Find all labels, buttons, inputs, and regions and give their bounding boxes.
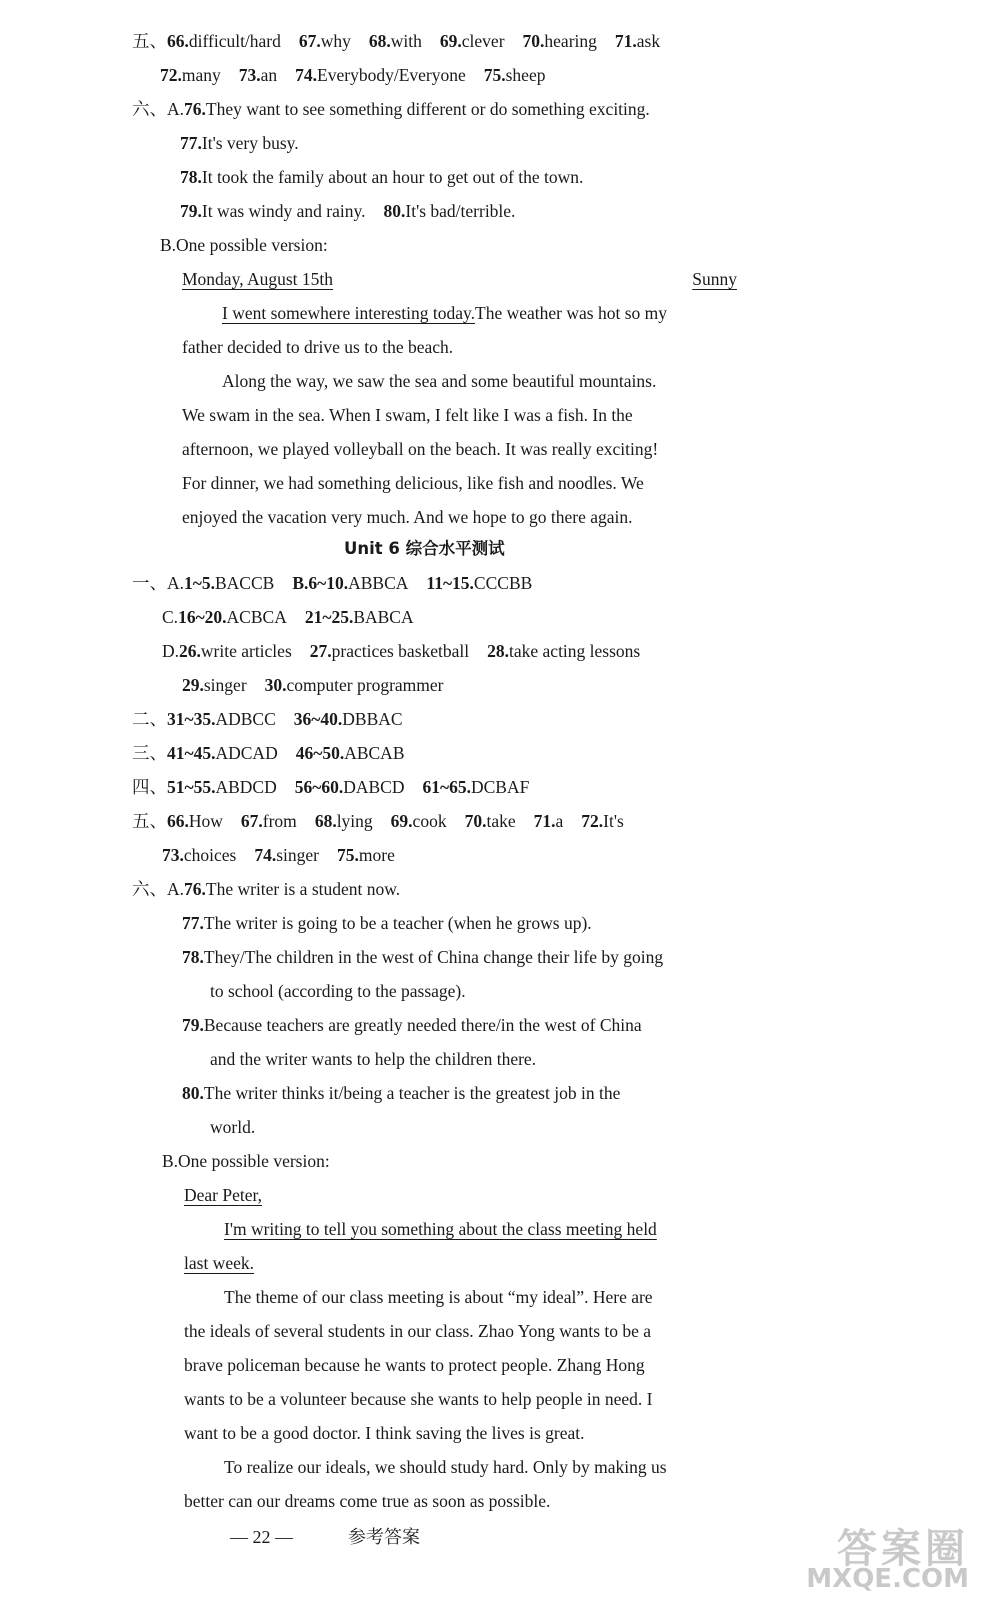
letter-greeting: Dear Peter, <box>184 1185 263 1205</box>
answer-text: cook <box>412 811 447 831</box>
answer-number: 56~60. <box>294 777 344 797</box>
answer-text: It's bad/terrible. <box>405 201 516 221</box>
answer-number: 75. <box>337 845 359 865</box>
answer-number: 68. <box>368 31 391 51</box>
answer-number: 67. <box>298 31 321 51</box>
part-6-q78-cont: to school (according to the passage). <box>210 981 466 1001</box>
answer-text: take <box>486 811 516 831</box>
letter-para-2-line: The theme of our class meeting is about “my ideal”. Here are <box>224 1287 653 1307</box>
version-label: B.One possible version: <box>162 1151 330 1171</box>
answer-number: 41~45. <box>167 743 216 763</box>
answer-number: 29. <box>182 675 204 695</box>
diary-para-2-line: We swam in the sea. When I swam, I felt like I was a fish. In the <box>182 405 633 425</box>
answer-number: 21~25. <box>304 607 354 627</box>
answer-number: 70. <box>464 811 487 831</box>
answer-text: more <box>358 845 395 865</box>
section-label: 二、 <box>132 709 167 729</box>
diary-para-1-line-2: father decided to drive us to the beach. <box>182 337 454 357</box>
answer-number: 74. <box>295 65 318 85</box>
watermark-bottom: MXQE.COM <box>806 1564 969 1594</box>
section-label: 六、A. <box>132 879 185 899</box>
part-5-row-2 <box>162 844 413 866</box>
answer-number: 26. <box>179 641 201 661</box>
answer-number: 68. <box>314 811 337 831</box>
underlined-sentence: I went somewhere interesting today. <box>222 303 476 323</box>
answer-number: 70. <box>522 31 545 51</box>
answer-number: 78. <box>180 167 202 187</box>
page-number: — 22 — <box>230 1527 293 1547</box>
answer-text: Because teachers are greatly needed there/in the west of China <box>203 1015 642 1035</box>
answer-text: singer <box>276 845 320 865</box>
part-5-row-1 <box>132 810 642 832</box>
answer-text: The writer is going to be a teacher (when he grows up). <box>203 913 592 933</box>
answer-number: 61~65. <box>422 777 471 797</box>
letter-para-3-line: To realize our ideals, we should study hard. Only by making us <box>224 1457 667 1477</box>
answer-text: ADCAD <box>215 743 278 763</box>
answer-number: 71. <box>614 31 637 51</box>
answer-text: DCBAF <box>470 777 530 797</box>
answer-text: hearing <box>544 31 597 51</box>
answer-text: computer programmer <box>286 675 444 695</box>
answer-number: 74. <box>254 845 277 865</box>
answer-number: 67. <box>240 811 263 831</box>
answer-text: with <box>390 31 422 51</box>
answer-number: 11~15. <box>426 573 474 593</box>
letter-para-3-line: better can our dreams come true as soon as possible. <box>184 1491 551 1511</box>
answer-text: ABDCD <box>215 777 277 797</box>
answer-number: B.6~10. <box>292 573 349 593</box>
answer-text: practices basketball <box>331 641 470 661</box>
answer-number: 69. <box>390 811 413 831</box>
answer-number: 46~50. <box>295 743 345 763</box>
part-6-q76 <box>132 878 400 900</box>
part-6-q77 <box>182 912 592 934</box>
diary-para-2-line: For dinner, we had something delicious, like fish and noodles. We <box>182 473 644 493</box>
answer-number: 73. <box>162 845 184 865</box>
answer-number: 77. <box>180 133 202 153</box>
answer-text: DBBAC <box>342 709 403 729</box>
answer-number: 76. <box>184 99 206 119</box>
answer-number: 36~40. <box>293 709 343 729</box>
answer-number: 27. <box>309 641 332 661</box>
answer-number: 77. <box>182 913 204 933</box>
diary-para-1-line-1 <box>222 302 667 324</box>
answer-number: 80. <box>182 1083 204 1103</box>
text: The weather was hot so my <box>475 303 667 323</box>
part-6-q80 <box>182 1082 620 1104</box>
section-label: D. <box>162 641 180 661</box>
answer-text: ADBCC <box>215 709 276 729</box>
answer-number: 66. <box>167 811 189 831</box>
answer-number: 78. <box>182 947 204 967</box>
answer-text: lying <box>336 811 373 831</box>
answer-number: 51~55. <box>167 777 216 797</box>
answer-text: The writer is a student now. <box>205 879 401 899</box>
letter-underlined-line-1: I'm writing to tell you something about the class meeting held <box>224 1219 657 1239</box>
answer-number: 16~20. <box>178 607 227 627</box>
answer-text: BACCB <box>215 573 275 593</box>
answer-text: difficult/hard <box>188 31 281 51</box>
answer-text: ACBCA <box>226 607 287 627</box>
answer-text: DABCD <box>343 777 405 797</box>
section-label: 三、 <box>132 743 167 763</box>
answer-text: It took the family about an hour to get out of the town. <box>201 167 584 187</box>
answer-text: The writer thinks it/being a teacher is the greatest job in the <box>203 1083 621 1103</box>
part-1-row-2 <box>162 606 432 628</box>
answer-text: take acting lessons <box>509 641 641 661</box>
section-6-q78 <box>180 166 583 188</box>
watermark-top: 答案圈 <box>837 1526 969 1572</box>
answer-number: 75. <box>483 65 506 85</box>
diary-para-2-line: Along the way, we saw the sea and some beautiful mountains. <box>222 371 657 391</box>
answer-number: 28. <box>487 641 510 661</box>
part-1-row-4 <box>182 674 461 696</box>
part-6-q79-cont: and the writer wants to help the children there. <box>210 1049 537 1069</box>
answer-number: 72. <box>160 65 182 85</box>
answer-number: 72. <box>581 811 604 831</box>
letter-para-2-line: want to be a good doctor. I think saving the lives is great. <box>184 1423 585 1443</box>
answer-number: 66. <box>167 31 189 51</box>
section-label: 四、 <box>132 777 167 797</box>
answer-text: an <box>260 65 278 85</box>
section-label: 五、 <box>132 31 167 51</box>
section-label: 六、A. <box>132 99 185 119</box>
letter-underlined-line-2: last week. <box>184 1253 254 1273</box>
part-2-row <box>132 708 421 730</box>
answer-text: It's <box>603 811 624 831</box>
answer-text: why <box>320 31 351 51</box>
part-1-row-3 <box>162 640 658 662</box>
answer-number: 80. <box>383 201 406 221</box>
answer-text: clever <box>461 31 505 51</box>
answer-text: It's very busy. <box>201 133 299 153</box>
letter-para-2-line: the ideals of several students in our class. Zhao Yong wants to be a <box>184 1321 652 1341</box>
answer-text: from <box>262 811 297 831</box>
section-label: 一、A. <box>132 573 185 593</box>
answer-text: They/The children in the west of China change their life by going <box>203 947 664 967</box>
answer-text: They want to see something different or do something exciting. <box>205 99 650 119</box>
section-5-row-1 <box>132 30 678 52</box>
diary-weather: Sunny <box>692 269 737 289</box>
answer-text: singer <box>203 675 247 695</box>
answer-text: ABCAB <box>344 743 405 763</box>
version-label: B.One possible version: <box>160 235 328 255</box>
section-6-q79-80 <box>180 200 515 222</box>
answer-text: many <box>181 65 221 85</box>
answer-text: write articles <box>200 641 292 661</box>
section-label: C. <box>162 607 179 627</box>
answer-text: How <box>188 811 223 831</box>
answer-number: 30. <box>264 675 287 695</box>
answer-number: 1~5. <box>184 573 215 593</box>
answer-text: sheep <box>505 65 546 85</box>
footer-title: 参考答案 <box>348 1527 420 1547</box>
section-5-row-2 <box>160 64 563 86</box>
answer-number: 73. <box>238 65 261 85</box>
part-6-q78 <box>182 946 663 968</box>
diary-para-2-line: enjoyed the vacation very much. And we hope to go there again. <box>182 507 633 527</box>
answer-text: It was windy and rainy. <box>201 201 366 221</box>
answer-text: ABBCA <box>348 573 409 593</box>
letter-para-2-line: wants to be a volunteer because she wants to help people in need. I <box>184 1389 653 1409</box>
answer-text: ask <box>636 31 661 51</box>
answer-number: 71. <box>533 811 556 831</box>
diary-para-2-line: afternoon, we played volleyball on the beach. It was really exciting! <box>182 439 659 459</box>
section-label: 五、 <box>132 811 167 831</box>
answer-text: a <box>555 811 564 831</box>
answer-number: 69. <box>439 31 462 51</box>
answer-number: 79. <box>180 201 202 221</box>
section-6-q76 <box>132 98 650 120</box>
part-6-q80-cont: world. <box>210 1117 256 1137</box>
watermark-logo <box>806 1526 969 1594</box>
part-6-q79 <box>182 1014 642 1036</box>
answer-text: CCCBB <box>473 573 533 593</box>
part-4-row <box>132 776 547 798</box>
answer-text: Everybody/Everyone <box>317 65 466 85</box>
answer-text: choices <box>183 845 237 865</box>
unit-title: Unit 6 综合水平测试 <box>344 539 505 558</box>
letter-para-2-line: brave policeman because he wants to protect people. Zhang Hong <box>184 1355 645 1375</box>
diary-date: Monday, August 15th <box>182 269 334 289</box>
answer-text: BABCA <box>353 607 414 627</box>
answer-number: 79. <box>182 1015 204 1035</box>
part-3-row <box>132 742 423 764</box>
part-1-row-1 <box>132 572 550 594</box>
section-6-q77 <box>180 132 299 154</box>
answer-number: 31~35. <box>167 709 216 729</box>
answer-number: 76. <box>184 879 206 899</box>
